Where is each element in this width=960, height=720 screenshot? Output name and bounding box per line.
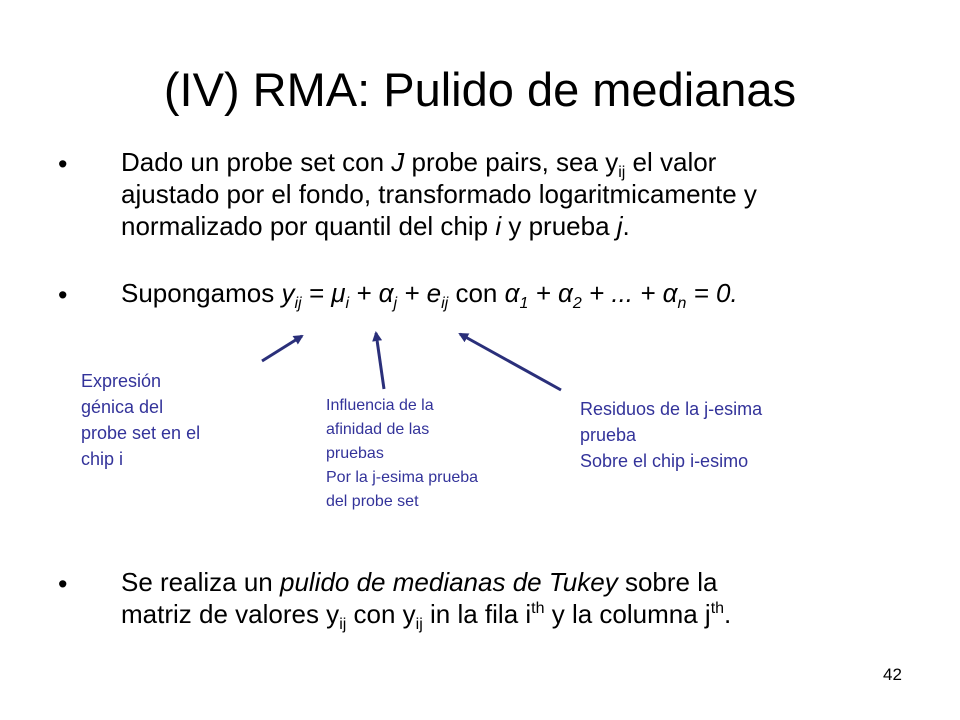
- bullet-marker-1: •: [58, 149, 68, 179]
- note-expresion: Expresión génica del probe set en el chip i: [81, 371, 201, 469]
- bullet-marker-2: •: [58, 280, 68, 310]
- page-number: 42: [883, 665, 902, 684]
- bullet-1-line-3: normalizado por quantil del chip i y prueba j.: [121, 211, 630, 241]
- bullet-3-line-1: Se realiza un pulido de medianas de Tukey sobre la: [121, 567, 718, 597]
- bullet-3-text: [121, 566, 732, 633]
- bullet-marker-3: •: [58, 569, 68, 599]
- model-equation: Supongamos $y_{ij} = \mu_i + \alpha_j + e_{ij}$ con $\alpha_1 + \alpha_2$ + ... + $\alpha_n = 0$.: [121, 278, 738, 312]
- arrow-to-mu: [262, 336, 302, 361]
- bullet-3-line-2: matriz de valores $y_{ij}$ con $y_{ij}$ in la fila $i^{th}$ y la columna $j^{th}$.: [121, 599, 732, 633]
- bullet-1-line-1: Dado un probe set con J probe pairs, sea $y_{ij}$ el valor: [121, 147, 717, 181]
- arrow-to-error: [460, 334, 561, 390]
- note-influencia: Influencia de la afinidad de las pruebas Por la j-esima prueba del probe set: [326, 397, 479, 510]
- slide-title: (IV) RMA: Pulido de medianas: [163, 63, 797, 116]
- bullet-1-line-2: ajustado por el fondo, transformado logaritmicamente y: [121, 179, 757, 209]
- note-residuos: Residuos de la j-esima prueba Sobre el chip i-esimo: [580, 399, 763, 471]
- arrow-to-alpha: [376, 333, 384, 389]
